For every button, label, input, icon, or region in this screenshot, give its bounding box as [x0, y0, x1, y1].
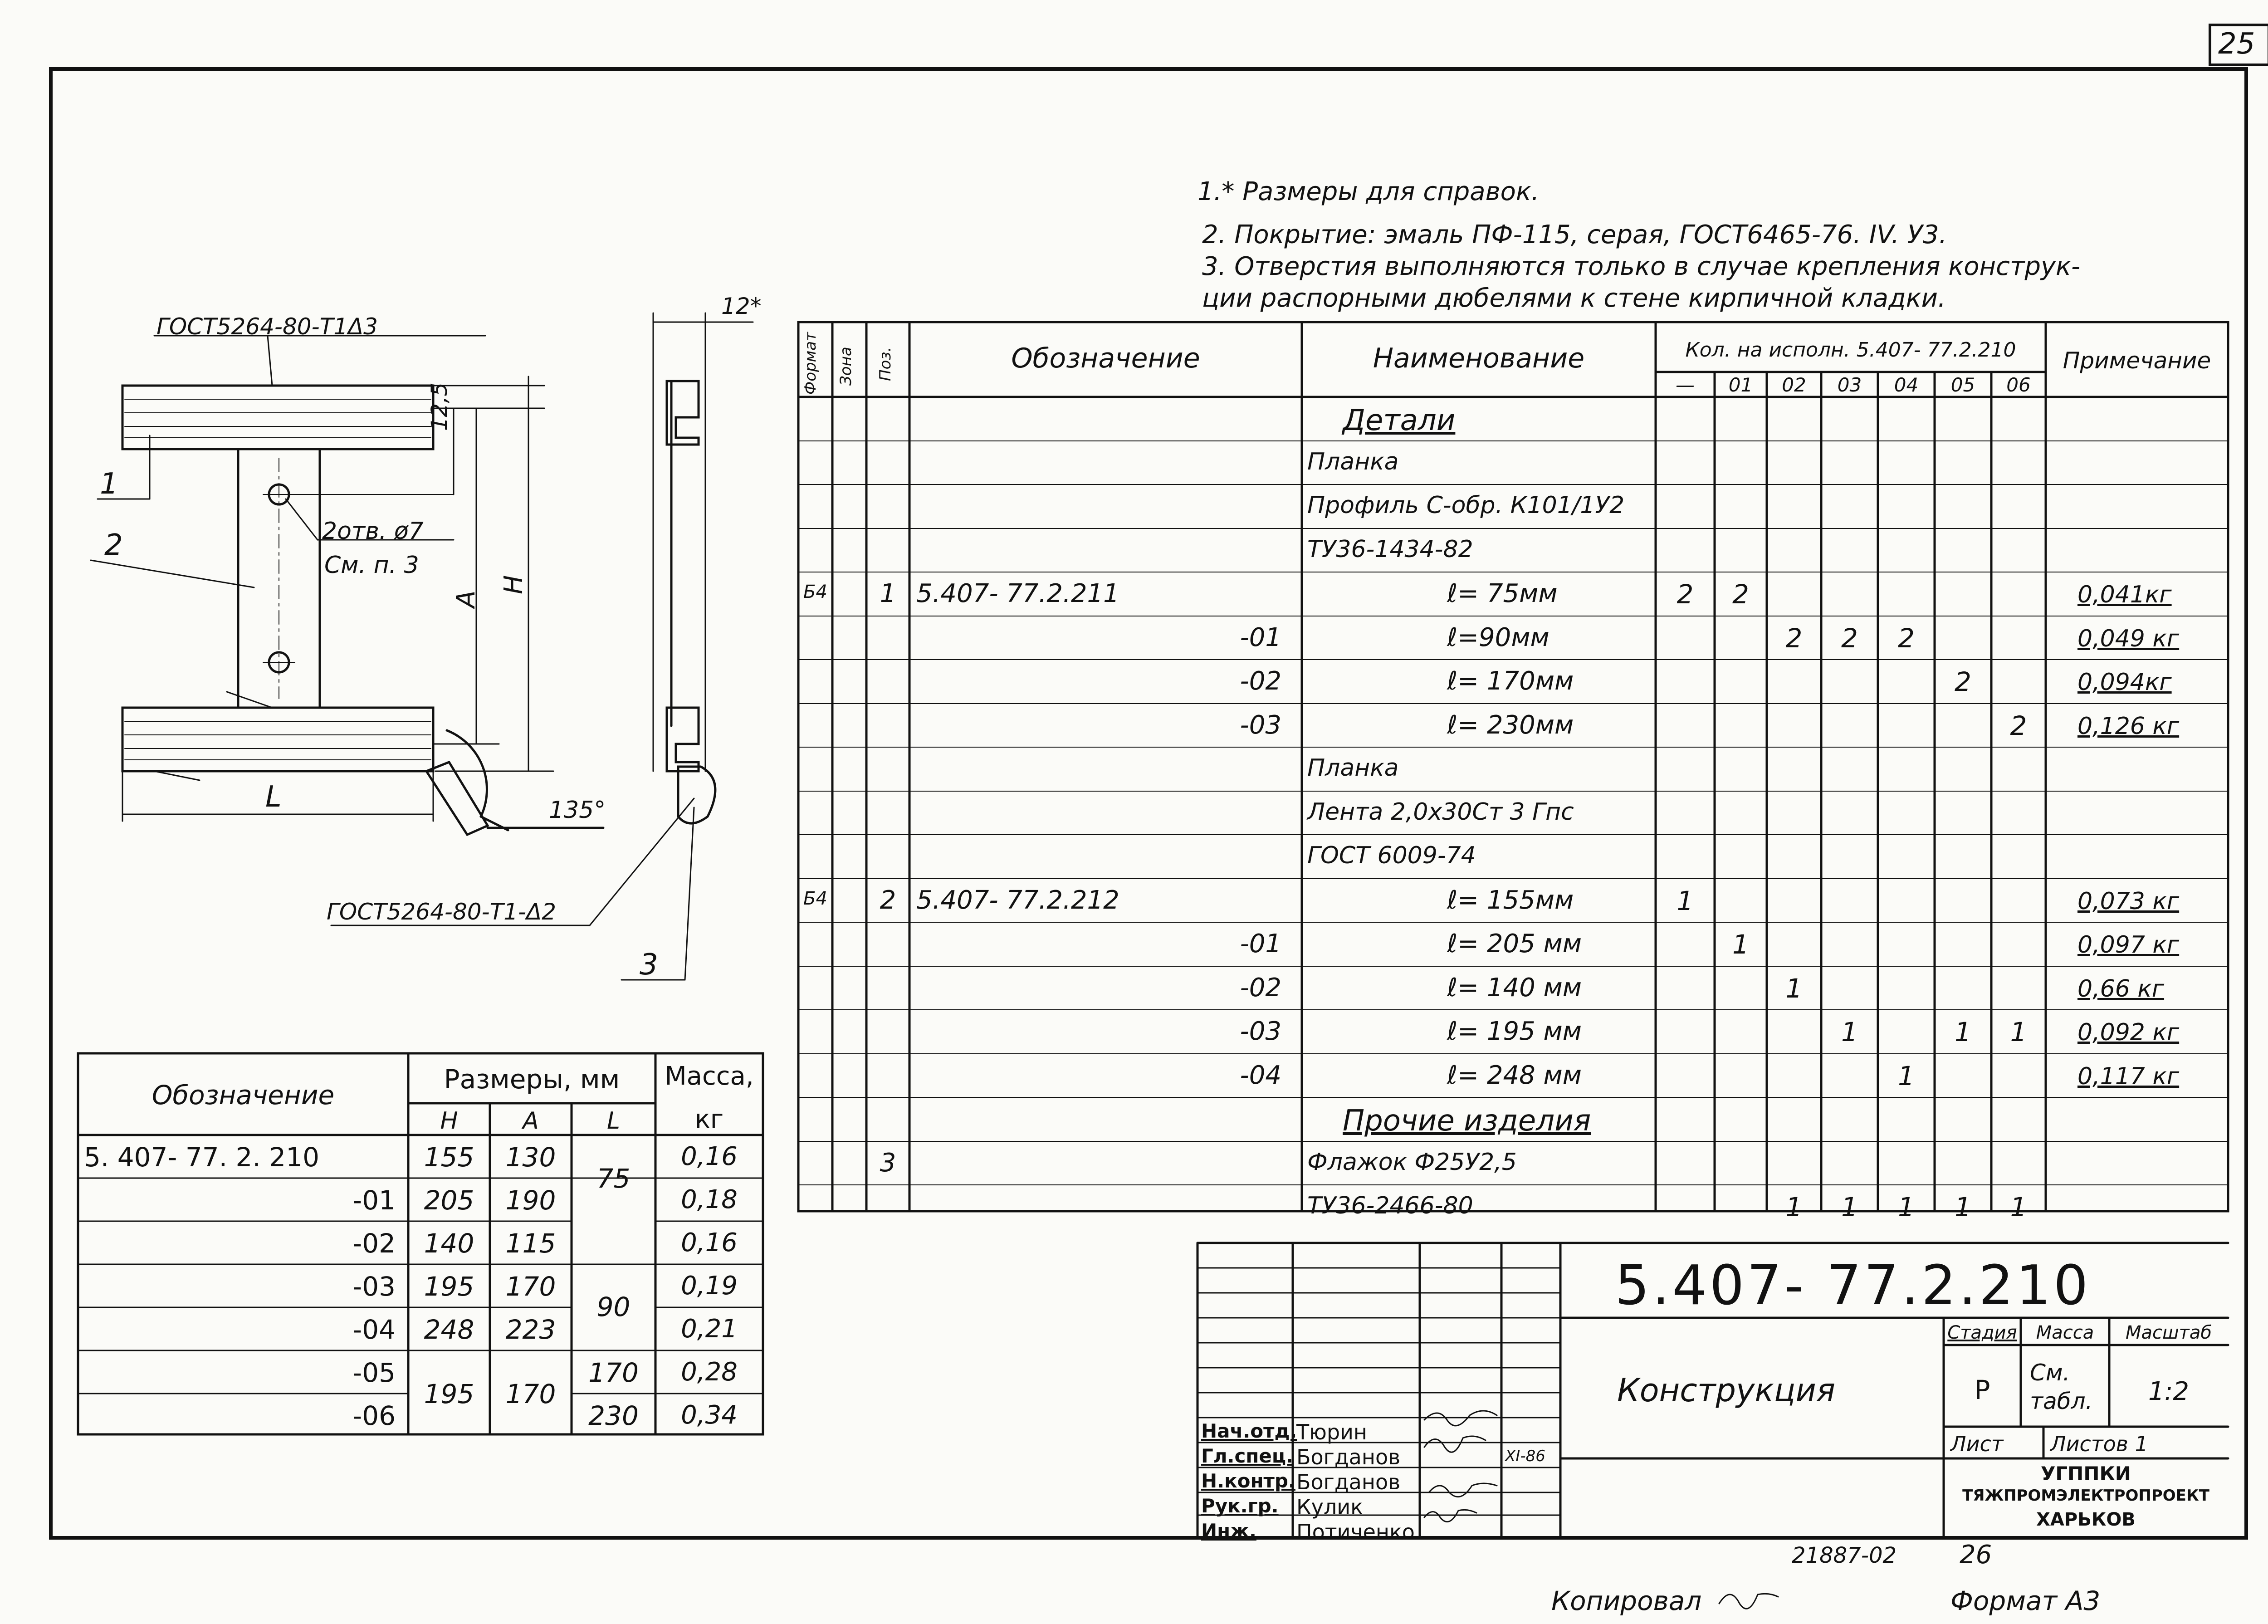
dim-a: А — [451, 590, 481, 608]
spec-cell-designation: -04 — [1240, 1060, 1281, 1090]
dims-cell-h: 205 — [424, 1185, 474, 1216]
signature-role: Нач.отд. — [1201, 1420, 1297, 1442]
org-line-2: ТЯЖПРОМЭЛЕКТРОПРОЕКТ — [1962, 1487, 2209, 1505]
dims-cell-l: 90 — [596, 1291, 631, 1322]
dims-cell-h: 155 — [424, 1142, 474, 1173]
spec-cell-note: 0,092 кг — [2077, 1019, 2180, 1046]
spec-cell-designation: 5.407- 77.2.212 — [916, 885, 1119, 915]
dims-cell-l: 75 — [596, 1163, 631, 1194]
dims-cell-mass: 0,34 — [681, 1400, 738, 1430]
spec-cell-qty: 1 — [1841, 1017, 1858, 1047]
signature-name: Богданов — [1296, 1470, 1401, 1494]
spec-cell-qty: 2 — [1677, 579, 1694, 610]
spec-cell-name: Лента 2,0х30Ст 3 Гпс — [1307, 798, 1574, 826]
signature-role: Рук.гр. — [1201, 1495, 1279, 1517]
dims-header-a: А — [523, 1107, 539, 1135]
spec-header-designation: Обозначение — [1011, 342, 1200, 374]
spec-cell-note: 0,097 кг — [2077, 931, 2180, 959]
holes-label: 2отв. ø7 — [322, 518, 424, 545]
dims-cell-mass: 0,16 — [681, 1142, 738, 1171]
spec-header-zone: Зона — [837, 347, 855, 386]
dims-cell-h: 140 — [424, 1228, 474, 1259]
dim-h: Н — [499, 575, 528, 594]
dims-cell-a: 115 — [505, 1228, 556, 1259]
spec-cell-designation: -01 — [1240, 622, 1281, 652]
dims-cell-h: 248 — [424, 1314, 474, 1345]
spec-cell-qty: 1 — [2010, 1192, 2027, 1223]
dims-cell-designation: -01 — [352, 1185, 396, 1216]
dims-cell-a: 190 — [505, 1185, 556, 1216]
spec-cell-name: ℓ= 170мм — [1447, 666, 1574, 696]
spec-cell-qty: 1 — [1898, 1192, 1915, 1223]
holes-ref-label: См. п. 3 — [324, 552, 419, 579]
dims-cell-designation: -02 — [352, 1228, 396, 1259]
spec-cell-qty: 1 — [2010, 1017, 2027, 1047]
spec-cell-name: ТУ36-1434-82 — [1307, 535, 1473, 563]
spec-header-pos: Поз. — [876, 347, 894, 381]
signature-date: XI-86 — [1505, 1447, 1545, 1465]
dims-cell-mass: 0,16 — [681, 1228, 738, 1257]
footer-order: 21887-02 — [1792, 1543, 1897, 1568]
org-line-3: ХАРЬКОВ — [2036, 1509, 2136, 1530]
signature-name: Потиченко — [1296, 1520, 1415, 1544]
dim-12: 12* — [721, 293, 762, 319]
dims-cell-mass: 0,19 — [681, 1271, 738, 1301]
spec-cell-pos: 2 — [880, 885, 896, 915]
spec-cell-name: ℓ= 205 мм — [1447, 929, 1582, 959]
spec-cell-name: Прочие изделия — [1343, 1104, 1591, 1138]
spec-cell-designation: -02 — [1240, 973, 1281, 1003]
spec-cell-designation: 5.407- 77.2.211 — [916, 579, 1119, 608]
spec-cell-note: 0,126 кг — [2077, 712, 2180, 740]
spec-cell-qty: 1 — [1785, 973, 1803, 1004]
spec-cell-qty: 1 — [1898, 1060, 1915, 1091]
spec-cell-name: Флажок Ф25У2,5 — [1307, 1148, 1517, 1176]
stamp-mass: См. табл. — [2030, 1360, 2093, 1414]
spec-cell-qty: 2 — [1955, 666, 1971, 697]
dims-cell-designation: -03 — [352, 1271, 396, 1302]
spec-cell-pos: 3 — [880, 1148, 896, 1178]
spec-cell-name: ТУ36-2466-80 — [1307, 1192, 1473, 1219]
stamp-header-scale: Масштаб — [2125, 1322, 2212, 1343]
weld-callout-bottom: ГОСТ5264-80-Т1-Δ2 — [327, 899, 557, 925]
dims-cell-h: 195 — [424, 1379, 474, 1409]
signature-role: Инж. — [1201, 1520, 1256, 1542]
signature-name: Богданов — [1296, 1445, 1401, 1469]
dim-l: L — [265, 780, 282, 814]
dims-cell-l: 230 — [588, 1400, 639, 1431]
stamp-header-stage: Стадия — [1947, 1322, 2017, 1343]
dims-cell-h: 195 — [424, 1271, 474, 1302]
spec-cell-note: 0,117 кг — [2077, 1062, 2180, 1090]
org-line-1: УГППКИ — [2041, 1463, 2131, 1485]
stamp-header-mass: Масса — [2036, 1322, 2094, 1343]
spec-cell-qty: 1 — [1955, 1192, 1971, 1223]
spec-cell-name: ℓ= 75мм — [1447, 579, 1558, 608]
spec-cell-qty: 2 — [2010, 710, 2027, 741]
spec-cell-name: Планка — [1307, 448, 1399, 475]
spec-cell-name: ℓ= 155мм — [1447, 885, 1574, 915]
spec-cell-note: 0,094кг — [2077, 669, 2172, 696]
signature-name: Кулик — [1296, 1495, 1363, 1519]
spec-variant-header: 05 — [1950, 374, 1975, 396]
spec-cell-note: 0,66 кг — [2077, 975, 2165, 1003]
dims-cell-designation: 5. 407- 77. 2. 210 — [84, 1142, 319, 1173]
spec-cell-qty: 2 — [1785, 622, 1803, 654]
spec-variant-header: 03 — [1837, 374, 1862, 396]
spec-cell-name: ℓ= 230мм — [1447, 710, 1574, 740]
note-3-cont: ции распорными дюбелями к стене кирпичной кладки. — [1202, 284, 1946, 313]
spec-cell-qty: 2 — [1841, 622, 1858, 654]
dims-header-mass-unit: кг — [694, 1105, 724, 1134]
dims-cell-a: 170 — [505, 1271, 556, 1302]
spec-header-qty: Кол. на исполн. 5.407- 77.2.210 — [1685, 338, 2016, 362]
dims-cell-a: 170 — [505, 1379, 556, 1409]
dims-header-h: Н — [440, 1107, 458, 1135]
stamp-sheets-label: Листов 1 — [2050, 1432, 2148, 1456]
spec-cell-name: ℓ= 140 мм — [1447, 973, 1582, 1003]
spec-variant-header: 01 — [1728, 374, 1753, 396]
spec-cell-qty: 2 — [1732, 579, 1749, 610]
spec-cell-name: ℓ= 195 мм — [1447, 1017, 1582, 1046]
spec-cell-designation: -02 — [1240, 666, 1281, 696]
dims-header-sizes: Размеры, мм — [444, 1064, 620, 1095]
spec-header-name: Наименование — [1373, 342, 1585, 374]
dims-cell-designation: -04 — [352, 1314, 396, 1345]
spec-variant-header: 04 — [1894, 374, 1919, 396]
dims-cell-a: 223 — [505, 1314, 556, 1345]
dims-header-designation: Обозначение — [152, 1080, 335, 1110]
footer-page: 26 — [1960, 1540, 1992, 1570]
spec-cell-qty: 1 — [1677, 885, 1694, 916]
spec-cell-name: Профиль С-обр. К101/1У2 — [1307, 492, 1625, 519]
spec-variant-header: — — [1676, 374, 1695, 396]
spec-cell-pos: 1 — [880, 579, 896, 608]
spec-cell-note: 0,073 кг — [2077, 887, 2180, 915]
position-2-label: 2 — [104, 528, 123, 562]
spec-header-note: Примечание — [2063, 347, 2211, 374]
spec-cell-designation: -03 — [1240, 1017, 1281, 1046]
weld-callout-top: ГОСТ5264-80-Т1Δ3 — [156, 313, 378, 340]
dims-cell-mass: 0,28 — [681, 1357, 738, 1387]
document-title: Конструкция — [1617, 1372, 1835, 1409]
spec-cell-qty: 2 — [1898, 622, 1915, 654]
footer-copied: Копировал — [1551, 1585, 1702, 1616]
stamp-sheet-label: Лист — [1950, 1432, 2004, 1456]
stamp-scale: 1:2 — [2148, 1377, 2190, 1406]
spec-cell-designation: -03 — [1240, 710, 1281, 740]
dims-cell-designation: -05 — [352, 1357, 396, 1388]
dims-header-mass: Масса, — [665, 1061, 754, 1091]
stamp-stage: Р — [1974, 1375, 1990, 1405]
spec-cell-designation: -01 — [1240, 929, 1281, 959]
spec-cell-format: Б4 — [803, 888, 827, 909]
spec-cell-name: Детали — [1343, 404, 1456, 437]
dims-cell-mass: 0,21 — [681, 1314, 738, 1344]
spec-cell-format: Б4 — [803, 582, 827, 602]
dims-header-l: L — [607, 1107, 620, 1135]
spec-cell-name: ℓ= 248 мм — [1447, 1060, 1582, 1090]
dims-cell-l: 170 — [588, 1357, 639, 1388]
spec-variant-header: 06 — [2006, 374, 2031, 396]
note-2: 2. Покрытие: эмаль ПФ-115, серая, ГОСТ6465-76. IV. У3. — [1202, 220, 1947, 249]
dims-cell-a: 130 — [505, 1142, 556, 1173]
signature-role: Н.контр. — [1201, 1470, 1295, 1492]
spec-header-format: Формат — [802, 332, 820, 395]
dims-cell-mass: 0,18 — [681, 1185, 738, 1214]
angle-135: 135° — [549, 797, 606, 824]
spec-cell-qty: 1 — [1732, 929, 1749, 960]
document-code: 5.407- 77.2.210 — [1615, 1254, 2091, 1317]
sheet-number: 25 — [2218, 27, 2255, 61]
spec-cell-note: 0,049 кг — [2077, 625, 2180, 652]
spec-cell-note: 0,041кг — [2077, 581, 2172, 608]
dim-12-5: 12,5 — [427, 382, 452, 431]
signature-name: Тюрин — [1296, 1420, 1367, 1444]
note-1: 1.* Размеры для справок. — [1198, 177, 1540, 206]
spec-cell-name: ℓ=90мм — [1447, 622, 1549, 652]
spec-cell-name: Планка — [1307, 754, 1399, 782]
spec-cell-name: ГОСТ 6009-74 — [1307, 842, 1476, 869]
signature-role: Гл.спец. — [1201, 1445, 1293, 1467]
position-3-label: 3 — [640, 948, 658, 982]
spec-cell-qty: 1 — [1785, 1192, 1803, 1223]
spec-cell-qty: 1 — [1841, 1192, 1858, 1223]
spec-cell-qty: 1 — [1955, 1017, 1971, 1047]
spec-variant-header: 02 — [1782, 374, 1806, 396]
dims-cell-designation: -06 — [352, 1400, 396, 1431]
footer-format: Формат А3 — [1950, 1585, 2101, 1616]
note-3: 3. Отверстия выполняются только в случае крепления конструк- — [1202, 252, 2081, 281]
position-1-label: 1 — [100, 467, 118, 501]
